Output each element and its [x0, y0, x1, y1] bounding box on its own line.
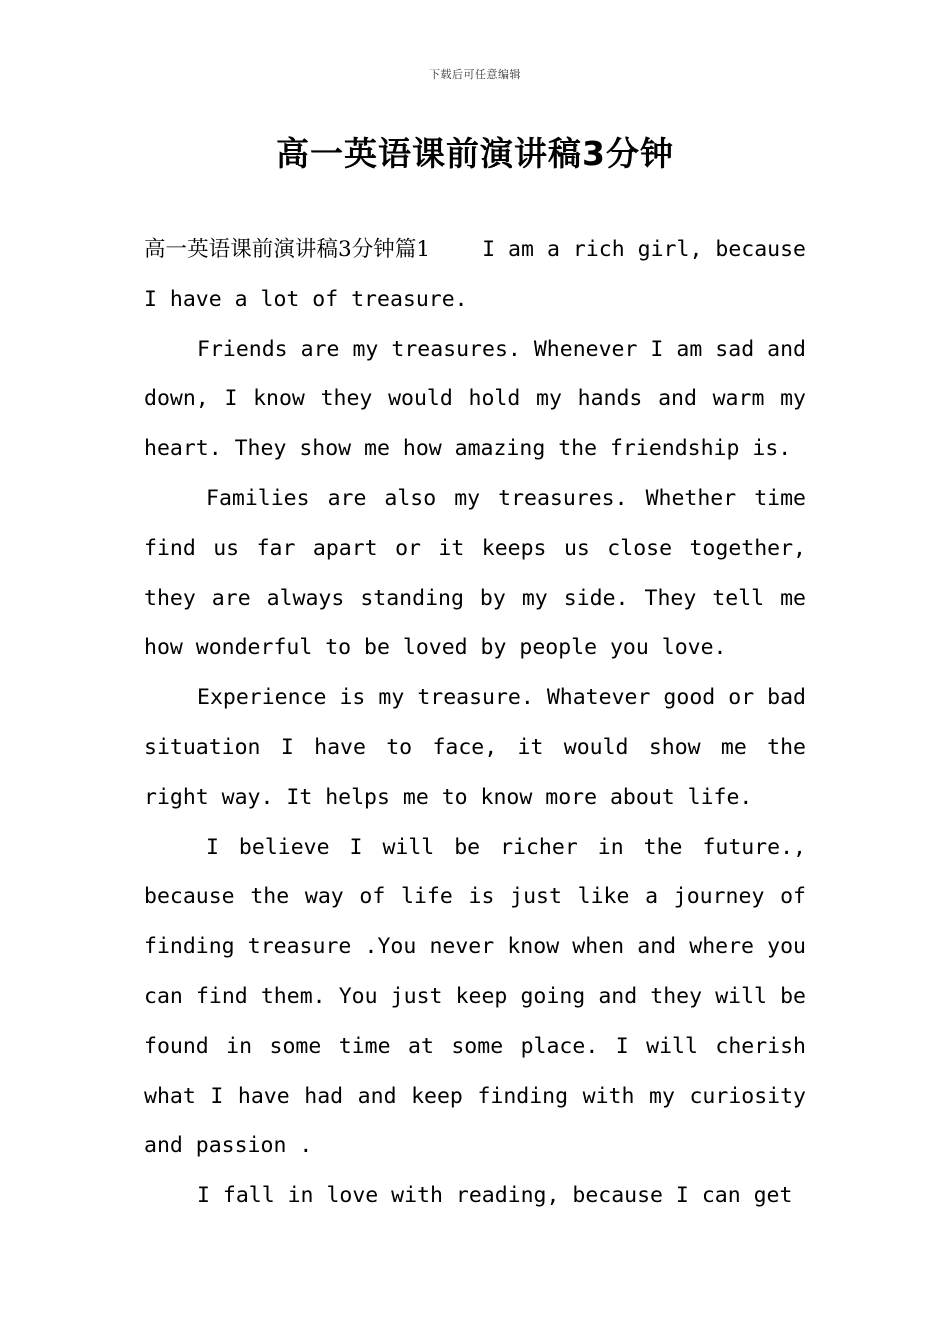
paragraph-5: I believe I will be richer in the future., because the way of life is just like a journey of finding treasure .You never know when and where you can find them. You just keep going and they will be found in some time at some place. I will cherish what I have had and keep finding with my curiosity and passion .: [144, 834, 806, 1159]
paragraph-3: Families are also my treasures. Whether time find us far apart or it keeps us close together, they are always standing by my side. They tell me how wonderful to be loved by people you love.: [144, 485, 806, 661]
document-title: 高一英语课前演讲稿3分钟: [276, 134, 674, 173]
paragraph-1: [144, 225, 806, 325]
header-note: 下载后可任意编辑: [429, 68, 521, 81]
document-body: [144, 225, 806, 1221]
paragraph-1-text: I am a rich girl, because I have a lot of treasure.: [144, 237, 806, 312]
section-heading: 高一英语课前演讲稿3分钟篇1: [144, 237, 431, 262]
paragraph-2: Friends are my treasures. Whenever I am sad and down, I know they would hold my hands and warm my heart. They show me how amazing the friendship is.: [144, 336, 806, 462]
paragraph-4: Experience is my treasure. Whatever good or bad situation I have to face, it would show me the right way. It helps me to know more about life.: [144, 685, 806, 810]
paragraph-6: I fall in love with reading, because I can get: [197, 1183, 793, 1209]
